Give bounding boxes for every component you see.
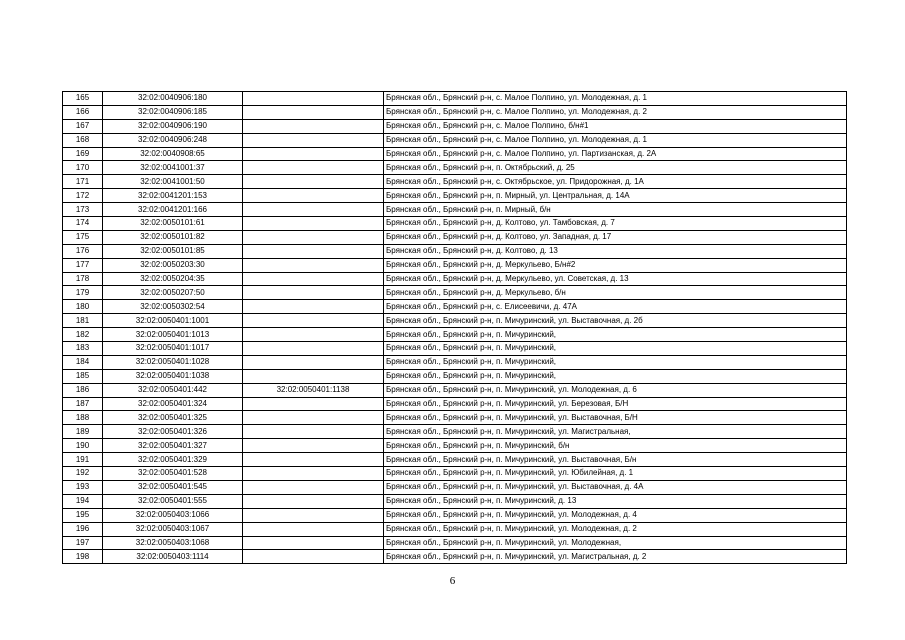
- related-cadastral-number-cell: [243, 467, 384, 481]
- table-row: [63, 550, 847, 564]
- table-row: [63, 244, 847, 258]
- row-number-cell: 165: [63, 92, 103, 106]
- cadastral-number-cell: 32:02:0050401:545: [103, 480, 243, 494]
- row-number-cell: 192: [63, 467, 103, 481]
- row-number-cell: 171: [63, 175, 103, 189]
- table-row: [63, 300, 847, 314]
- row-number-cell: 174: [63, 217, 103, 231]
- row-number-cell: 198: [63, 550, 103, 564]
- related-cadastral-number-cell: [243, 272, 384, 286]
- cadastral-number-cell: 32:02:0050401:329: [103, 453, 243, 467]
- table-row: [63, 258, 847, 272]
- cadastral-number-cell: 32:02:0041201:153: [103, 189, 243, 203]
- address-cell: Брянская обл., Брянский р-н, п. Мичуринский, ул. Юбилейная, д. 1: [384, 467, 847, 481]
- address-cell: Брянская обл., Брянский р-н, п. Мичуринский, ул. Магистральная, д. 2: [384, 550, 847, 564]
- cadastral-number-cell: 32:02:0040908:65: [103, 147, 243, 161]
- cadastral-number-cell: 32:02:0050101:82: [103, 230, 243, 244]
- cadastral-number-cell: 32:02:0050401:528: [103, 467, 243, 481]
- address-cell: Брянская обл., Брянский р-н, с. Малое Полпино, ул. Молодежная, д. 2: [384, 105, 847, 119]
- table-row: [63, 508, 847, 522]
- table-row: [63, 314, 847, 328]
- address-cell: Брянская обл., Брянский р-н, п. Мичуринский, ул. Молодежная, д. 6: [384, 383, 847, 397]
- table-row: [63, 411, 847, 425]
- table-row: [63, 328, 847, 342]
- address-cell: Брянская обл., Брянский р-н, д. Колтово, ул. Тамбовская, д. 7: [384, 217, 847, 231]
- address-cell: Брянская обл., Брянский р-н, д. Колтово, д. 13: [384, 244, 847, 258]
- related-cadastral-number-cell: [243, 508, 384, 522]
- related-cadastral-number-cell: [243, 300, 384, 314]
- table-row: [63, 522, 847, 536]
- table-row: [63, 467, 847, 481]
- cadastral-number-cell: 32:02:0050207:50: [103, 286, 243, 300]
- row-number-cell: 186: [63, 383, 103, 397]
- related-cadastral-number-cell: [243, 425, 384, 439]
- table-row: [63, 369, 847, 383]
- table-row: [63, 175, 847, 189]
- address-cell: Брянская обл., Брянский р-н, д. Меркульево, б/н: [384, 286, 847, 300]
- address-cell: Брянская обл., Брянский р-н, п. Мичуринский, б/н: [384, 439, 847, 453]
- cadastral-number-cell: 32:02:0050401:327: [103, 439, 243, 453]
- address-cell: Брянская обл., Брянский р-н, п. Мичуринский, ул. Березовая, Б/Н: [384, 397, 847, 411]
- row-number-cell: 181: [63, 314, 103, 328]
- related-cadastral-number-cell: [243, 189, 384, 203]
- row-number-cell: 173: [63, 203, 103, 217]
- address-cell: Брянская обл., Брянский р-н, п. Мичуринский, ул. Выставочная, д. 4А: [384, 480, 847, 494]
- related-cadastral-number-cell: [243, 480, 384, 494]
- table-row: [63, 383, 847, 397]
- cadastral-number-cell: 32:02:0050401:324: [103, 397, 243, 411]
- address-cell: Брянская обл., Брянский р-н, п. Мичуринский, ул. Выставочная, д. 2б: [384, 314, 847, 328]
- related-cadastral-number-cell: [243, 92, 384, 106]
- related-cadastral-number-cell: [243, 119, 384, 133]
- table-row: [63, 203, 847, 217]
- row-number-cell: 190: [63, 439, 103, 453]
- related-cadastral-number-cell: [243, 147, 384, 161]
- table-row: [63, 119, 847, 133]
- table-row: [63, 342, 847, 356]
- cadastral-number-cell: 32:02:0050401:442: [103, 383, 243, 397]
- address-cell: Брянская обл., Брянский р-н, п. Мичуринский, ул. Выставочная, Б/н: [384, 453, 847, 467]
- table-row: [63, 161, 847, 175]
- cadastral-number-cell: 32:02:0040906:185: [103, 105, 243, 119]
- cadastral-number-cell: 32:02:0050401:1001: [103, 314, 243, 328]
- related-cadastral-number-cell: [243, 244, 384, 258]
- cadastral-number-cell: 32:02:0050401:1038: [103, 369, 243, 383]
- table-row: [63, 355, 847, 369]
- address-cell: Брянская обл., Брянский р-н, п. Мичуринский, ул. Магистральная,: [384, 425, 847, 439]
- address-cell: Брянская обл., Брянский р-н, п. Мичуринский, ул. Молодежная, д. 2: [384, 522, 847, 536]
- cadastral-number-cell: 32:02:0050101:61: [103, 217, 243, 231]
- cadastral-number-cell: 32:02:0050401:1017: [103, 342, 243, 356]
- address-cell: Брянская обл., Брянский р-н, п. Мичуринский,: [384, 355, 847, 369]
- cadastral-number-cell: 32:02:0050101:85: [103, 244, 243, 258]
- table-row: [63, 480, 847, 494]
- address-cell: Брянская обл., Брянский р-н, с. Малое Полпино, ул. Партизанская, д. 2А: [384, 147, 847, 161]
- related-cadastral-number-cell: [243, 175, 384, 189]
- cadastral-number-cell: 32:02:0050204:35: [103, 272, 243, 286]
- related-cadastral-number-cell: [243, 494, 384, 508]
- related-cadastral-number-cell: [243, 522, 384, 536]
- address-cell: Брянская обл., Брянский р-н, д. Меркульево, Б/н#2: [384, 258, 847, 272]
- table-row: [63, 536, 847, 550]
- cadastral-number-cell: 32:02:0050401:1028: [103, 355, 243, 369]
- table-row: [63, 133, 847, 147]
- address-cell: Брянская обл., Брянский р-н, п. Октябрьский, д. 25: [384, 161, 847, 175]
- row-number-cell: 182: [63, 328, 103, 342]
- table-row: [63, 189, 847, 203]
- row-number-cell: 177: [63, 258, 103, 272]
- row-number-cell: 180: [63, 300, 103, 314]
- table-row: [63, 439, 847, 453]
- cadastral-number-cell: 32:02:0050403:1068: [103, 536, 243, 550]
- address-cell: Брянская обл., Брянский р-н, п. Мирный, б/н: [384, 203, 847, 217]
- address-cell: Брянская обл., Брянский р-н, п. Мичуринский, ул. Выставочная, Б/Н: [384, 411, 847, 425]
- cadastral-number-cell: 32:02:0050403:1067: [103, 522, 243, 536]
- related-cadastral-number-cell: [243, 355, 384, 369]
- row-number-cell: 187: [63, 397, 103, 411]
- row-number-cell: 179: [63, 286, 103, 300]
- related-cadastral-number-cell: [243, 230, 384, 244]
- related-cadastral-number-cell: [243, 161, 384, 175]
- row-number-cell: 183: [63, 342, 103, 356]
- row-number-cell: 184: [63, 355, 103, 369]
- address-cell: Брянская обл., Брянский р-н, с. Малое Полпино, б/н#1: [384, 119, 847, 133]
- address-cell: Брянская обл., Брянский р-н, д. Колтово, ул. Западная, д. 17: [384, 230, 847, 244]
- address-cell: Брянская обл., Брянский р-н, п. Мичуринский,: [384, 328, 847, 342]
- cadastral-number-cell: 32:02:0050403:1114: [103, 550, 243, 564]
- cadastral-number-cell: 32:02:0050401:326: [103, 425, 243, 439]
- related-cadastral-number-cell: [243, 397, 384, 411]
- related-cadastral-number-cell: [243, 217, 384, 231]
- row-number-cell: 167: [63, 119, 103, 133]
- row-number-cell: 193: [63, 480, 103, 494]
- cadastral-number-cell: 32:02:0041001:50: [103, 175, 243, 189]
- address-cell: Брянская обл., Брянский р-н, с. Малое Полпино, ул. Молодежная, д. 1: [384, 92, 847, 106]
- row-number-cell: 170: [63, 161, 103, 175]
- table-row: [63, 92, 847, 106]
- cadastral-number-cell: 32:02:0050302:54: [103, 300, 243, 314]
- row-number-cell: 195: [63, 508, 103, 522]
- row-number-cell: 166: [63, 105, 103, 119]
- row-number-cell: 194: [63, 494, 103, 508]
- row-number-cell: 178: [63, 272, 103, 286]
- related-cadastral-number-cell: [243, 369, 384, 383]
- address-cell: Брянская обл., Брянский р-н, с. Октябрьское, ул. Придорожная, д. 1А: [384, 175, 847, 189]
- row-number-cell: 185: [63, 369, 103, 383]
- table-row: [63, 105, 847, 119]
- registry-table-body: [63, 92, 847, 564]
- table-row: [63, 494, 847, 508]
- address-cell: Брянская обл., Брянский р-н, с. Малое Полпино, ул. Молодежная, д. 1: [384, 133, 847, 147]
- row-number-cell: 189: [63, 425, 103, 439]
- table-row: [63, 453, 847, 467]
- row-number-cell: 169: [63, 147, 103, 161]
- related-cadastral-number-cell: [243, 328, 384, 342]
- address-cell: Брянская обл., Брянский р-н, п. Мичуринский,: [384, 369, 847, 383]
- related-cadastral-number-cell: [243, 453, 384, 467]
- address-cell: Брянская обл., Брянский р-н, с. Елисеевичи, д. 47А: [384, 300, 847, 314]
- related-cadastral-number-cell: [243, 550, 384, 564]
- related-cadastral-number-cell: [243, 411, 384, 425]
- related-cadastral-number-cell: [243, 203, 384, 217]
- related-cadastral-number-cell: [243, 314, 384, 328]
- related-cadastral-number-cell: [243, 258, 384, 272]
- cadastral-number-cell: 32:02:0050403:1066: [103, 508, 243, 522]
- row-number-cell: 175: [63, 230, 103, 244]
- row-number-cell: 188: [63, 411, 103, 425]
- related-cadastral-number-cell: 32:02:0050401:1138: [243, 383, 384, 397]
- related-cadastral-number-cell: [243, 342, 384, 356]
- page-number: 6: [449, 575, 456, 587]
- related-cadastral-number-cell: [243, 286, 384, 300]
- row-number-cell: 172: [63, 189, 103, 203]
- table-row: [63, 230, 847, 244]
- cadastral-number-cell: 32:02:0040906:180: [103, 92, 243, 106]
- cadastral-registry-table: [62, 91, 847, 564]
- cadastral-number-cell: 32:02:0040906:190: [103, 119, 243, 133]
- cadastral-number-cell: 32:02:0050203:30: [103, 258, 243, 272]
- table-row: [63, 272, 847, 286]
- address-cell: Брянская обл., Брянский р-н, п. Мичуринский, ул. Молодежная, д. 4: [384, 508, 847, 522]
- cadastral-number-cell: 32:02:0050401:555: [103, 494, 243, 508]
- row-number-cell: 191: [63, 453, 103, 467]
- cadastral-number-cell: 32:02:0050401:1013: [103, 328, 243, 342]
- row-number-cell: 168: [63, 133, 103, 147]
- address-cell: Брянская обл., Брянский р-н, п. Мирный, ул. Центральная, д. 14А: [384, 189, 847, 203]
- address-cell: Брянская обл., Брянский р-н, п. Мичуринский, ул. Молодежная,: [384, 536, 847, 550]
- related-cadastral-number-cell: [243, 133, 384, 147]
- related-cadastral-number-cell: [243, 536, 384, 550]
- address-cell: Брянская обл., Брянский р-н, п. Мичуринский,: [384, 342, 847, 356]
- address-cell: Брянская обл., Брянский р-н, д. Меркульево, ул. Советская, д. 13: [384, 272, 847, 286]
- row-number-cell: 176: [63, 244, 103, 258]
- related-cadastral-number-cell: [243, 105, 384, 119]
- table-row: [63, 217, 847, 231]
- table-row: [63, 286, 847, 300]
- cadastral-number-cell: 32:02:0040906:248: [103, 133, 243, 147]
- related-cadastral-number-cell: [243, 439, 384, 453]
- table-row: [63, 147, 847, 161]
- cadastral-number-cell: 32:02:0041001:37: [103, 161, 243, 175]
- cadastral-number-cell: 32:02:0050401:325: [103, 411, 243, 425]
- table-row: [63, 397, 847, 411]
- row-number-cell: 196: [63, 522, 103, 536]
- address-cell: Брянская обл., Брянский р-н, п. Мичуринский, д. 13: [384, 494, 847, 508]
- cadastral-number-cell: 32:02:0041201:166: [103, 203, 243, 217]
- table-row: [63, 425, 847, 439]
- row-number-cell: 197: [63, 536, 103, 550]
